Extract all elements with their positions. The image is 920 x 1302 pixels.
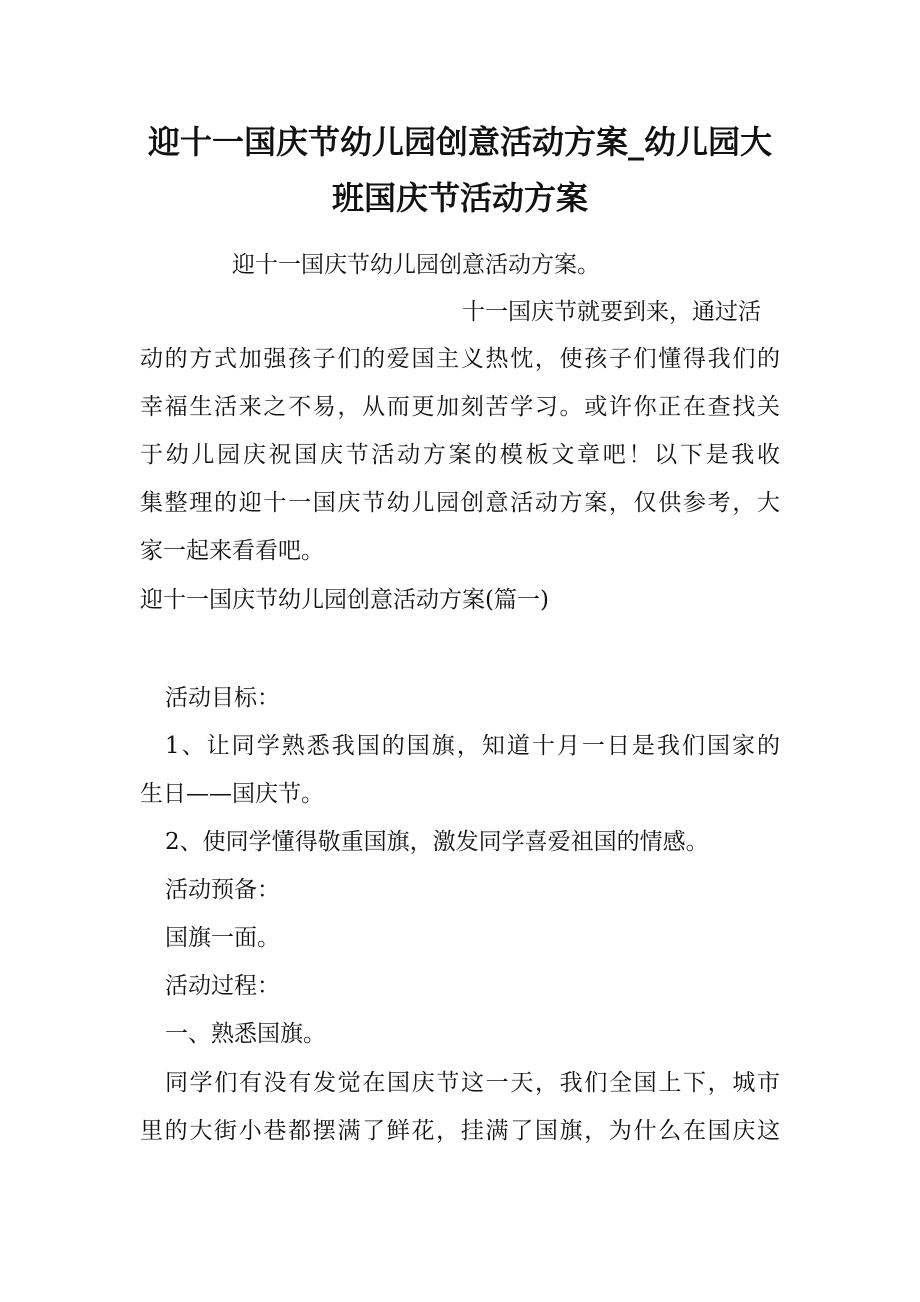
intro-heading: 迎十一国庆节幼儿园创意活动方案。 <box>232 252 600 278</box>
goal-1-line-2: 生日——国庆节。 <box>140 781 324 807</box>
prep-label: 活动预备： <box>165 877 280 903</box>
goal-label: 活动目标： <box>165 685 280 711</box>
intro-line-1: 十一国庆节就要到来，通过活 <box>462 299 761 325</box>
intro-line-4: 于幼儿园庆祝国庆节活动方案的模板文章吧！以下是我收 <box>140 442 780 468</box>
step-1-heading: 一、熟悉国旗。 <box>165 1021 326 1047</box>
document-title: 迎十一国庆节幼儿园创意活动方案_幼儿园大班国庆节活动方案 <box>147 123 772 217</box>
intro-line-2: 动的方式加强孩子们的爱国主义热忱，使孩子们懂得我们的 <box>140 346 780 372</box>
step-1-line-2: 里的大街小巷都摆满了鲜花，挂满了国旗，为什么在国庆这 <box>140 1118 780 1144</box>
goal-2: 2、使同学懂得敬重国旗，激发同学喜爱祖国的情感。 <box>165 829 709 855</box>
step-1-line-1: 同学们有没有发觉在国庆节这一天，我们全国上下，城市 <box>165 1070 780 1096</box>
process-label: 活动过程： <box>165 973 280 999</box>
intro-line-3: 幸福生活来之不易，从而更加刻苦学习。或许你正在查找关 <box>140 394 780 420</box>
prep-item: 国旗一面。 <box>165 925 280 951</box>
section-heading: 迎十一国庆节幼儿园创意活动方案(篇一) <box>140 587 549 613</box>
intro-line-5: 集整理的迎十一国庆节幼儿园创意活动方案，仅供参考，大 <box>140 490 780 516</box>
intro-line-6: 家一起来看看吧。 <box>140 538 324 564</box>
goal-1-line-1: 1、让同学熟悉我国的国旗，知道十月一日是我们国家的 <box>165 733 780 759</box>
